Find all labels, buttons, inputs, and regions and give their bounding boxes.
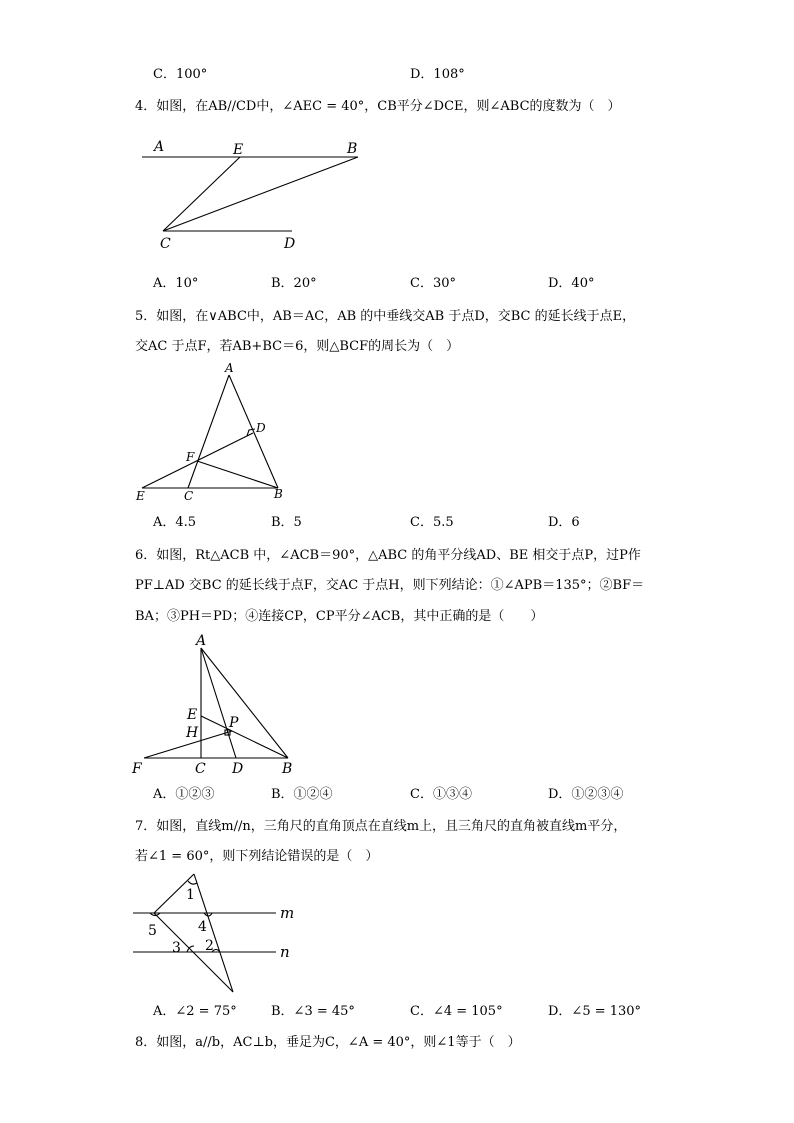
q7-label-1: 1: [186, 887, 195, 903]
q4-stem: 4．如图，在AB//CD中，∠AEC = 40°，CB平分∠DCE，则∠ABC的度数为（ ）: [135, 99, 621, 114]
q6-option-b: B．①②④: [271, 787, 333, 802]
q6-label-b: B: [282, 761, 293, 777]
q4-label-a: A: [154, 139, 165, 155]
q5-stem-line1: 5．如图，在∨ABC中，AB＝AC，AB 的中垂线交AB 于点D，交BC 的延长线于点E，: [135, 309, 636, 324]
q7-option-d: D．∠5 = 130°: [548, 1004, 642, 1019]
q4-label-d: D: [284, 236, 296, 252]
q6-stem-line1: 6．如图，Rt△ACB 中，∠ACB＝90°，△ABC 的角平分线AD、BE 相交于点P，过P作: [135, 548, 641, 563]
q6-label-c: C: [195, 761, 206, 777]
q6-label-d: D: [232, 761, 244, 777]
q6-stem-line3: BA；③PH＝PD；④连接CP，CP平分∠ACB，其中正确的是（ ）: [135, 609, 544, 624]
q6-option-a: A．①②③: [153, 787, 215, 802]
q5-option-d: D．6: [548, 515, 580, 530]
q5-label-c: C: [184, 489, 194, 503]
q5-option-b: B．5: [271, 515, 302, 530]
q6-label-h: H: [186, 725, 199, 741]
q7-option-a: A．∠2 = 75°: [153, 1004, 237, 1019]
q5-label-a: A: [225, 361, 234, 375]
q3-option-c: C．100°: [153, 67, 208, 82]
q7-label-m: m: [280, 904, 295, 922]
q5-label-b: B: [274, 487, 283, 501]
q5-label-e: E: [136, 489, 145, 503]
q6-option-d: D．①②③④: [548, 787, 624, 802]
q7-stem-line2: 若∠1 = 60°，则下列结论错误的是（ ）: [135, 849, 379, 864]
q4-figure: [130, 135, 370, 255]
q5-label-f: F: [186, 450, 195, 464]
q7-label-3: 3: [172, 940, 181, 956]
q6-label-e: E: [187, 707, 198, 723]
q3-option-d: D．108°: [410, 67, 465, 82]
q5-label-d: D: [256, 421, 266, 435]
q4-label-e: E: [233, 142, 244, 158]
q8-stem: 8．如图，a//b，AC⊥b，垂足为C，∠A = 40°，则∠1等于（ ）: [135, 1035, 521, 1050]
q6-stem-line2: PF⊥AD 交BC 的延长线于点F，交AC 于点H，则下列结论：①∠APB＝135°；②BF＝: [135, 578, 645, 593]
q7-label-5: 5: [148, 923, 157, 939]
q6-label-f: F: [132, 761, 142, 777]
q6-label-a: A: [196, 633, 207, 649]
q4-option-c: C．30°: [410, 276, 456, 291]
q4-option-a: A．10°: [153, 276, 199, 291]
q7-option-c: C．∠4 = 105°: [410, 1004, 503, 1019]
q6-figure: [130, 630, 305, 780]
q7-label-4: 4: [198, 919, 207, 935]
q7-label-n: n: [280, 943, 290, 961]
q4-option-b: B．20°: [271, 276, 317, 291]
q6-option-c: C．①③④: [410, 787, 472, 802]
q4-option-d: D．40°: [548, 276, 595, 291]
q5-stem-line2: 交AC 于点F，若AB+BC＝6，则△BCF的周长为（ ）: [135, 339, 460, 354]
q6-label-p: P: [229, 715, 239, 731]
q7-label-2: 2: [205, 938, 214, 954]
q7-figure: [130, 868, 305, 998]
q5-option-c: C．5.5: [410, 515, 454, 530]
q4-label-b: B: [347, 141, 358, 157]
q7-stem-line1: 7．如图，直线m//n，三角尺的直角顶点在直线m上，且三角尺的直角被直线m平分，: [135, 819, 627, 834]
q5-option-a: A．4.5: [153, 515, 197, 530]
q7-option-b: B．∠3 = 45°: [271, 1004, 355, 1019]
q5-figure: [130, 362, 300, 507]
q4-label-c: C: [160, 236, 171, 252]
